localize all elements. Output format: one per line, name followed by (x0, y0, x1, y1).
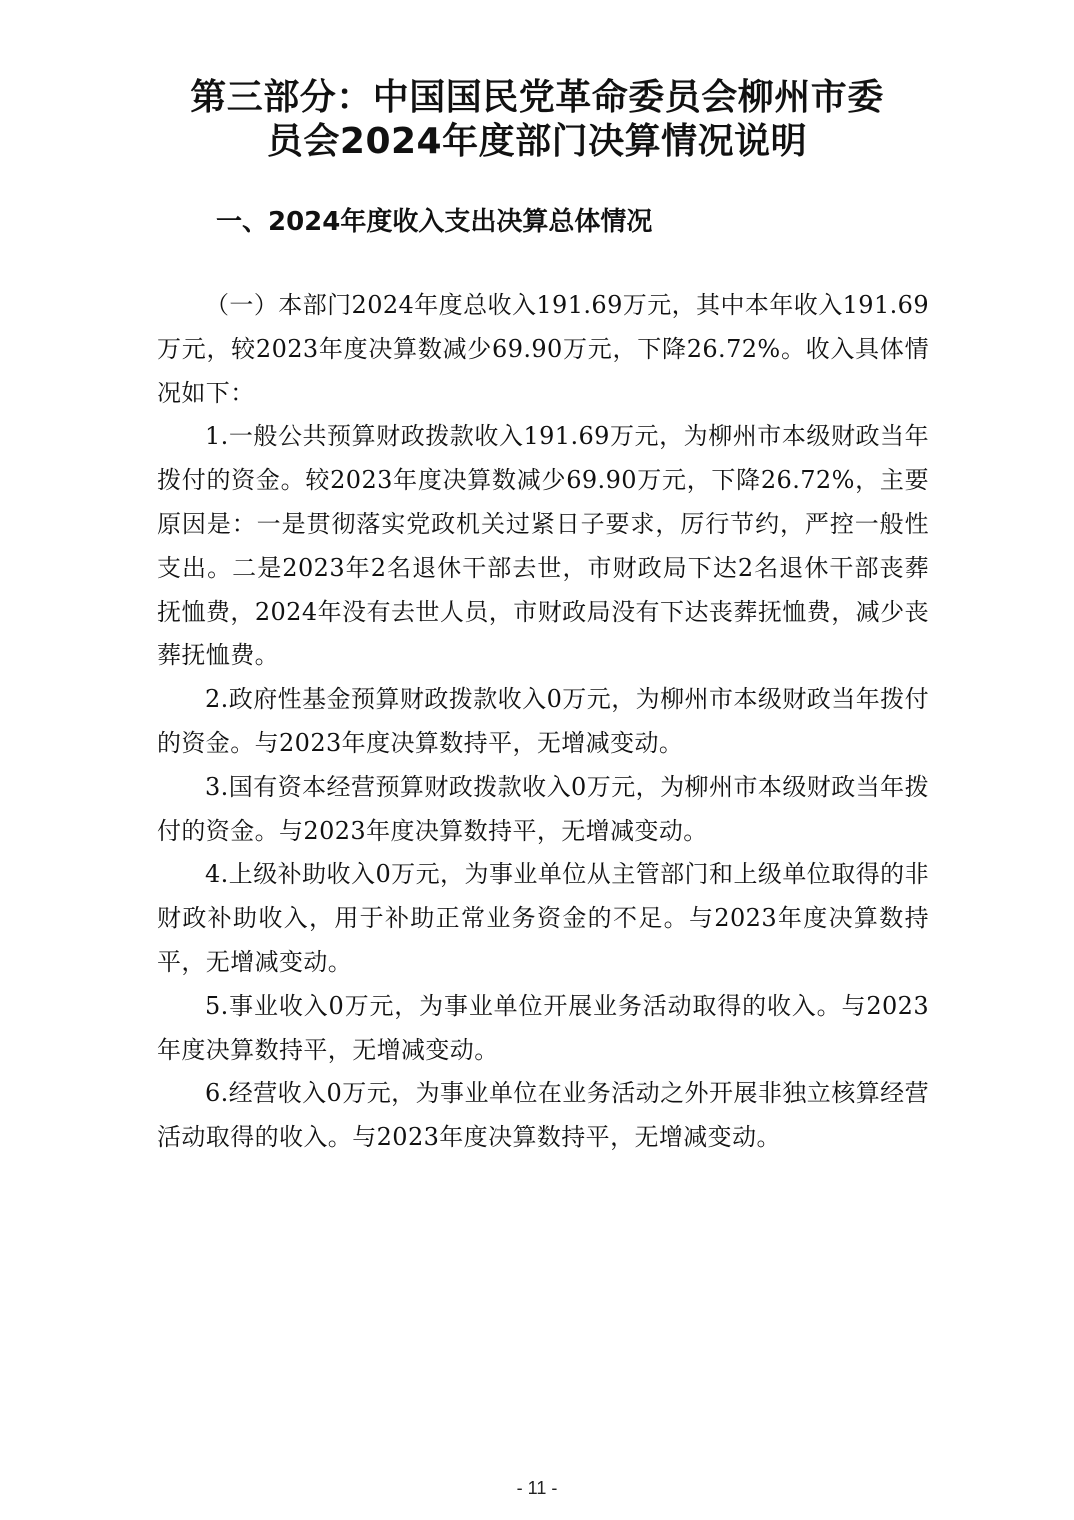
paragraph-government-fund-income: 2.政府性基金预算财政拨款收入0万元，为柳州市本级财政当年拨付的资金。与2023年度决算数持平，无增减变动。 (157, 685, 929, 757)
document-title-line-1: 第三部分：中国国民党革命委员会柳州市委 (190, 77, 884, 118)
paragraph-total-income: （一）本部门2024年度总收入191.69万元，其中本年收入191.69万元，较2023年度决算数减少69.90万元，下降26.72%。收入具体情况如下： (157, 291, 929, 407)
paragraph-operating-income: 6.经营收入0万元，为事业单位在业务活动之外开展非独立核算经营活动取得的收入。与2023年度决算数持平，无增减变动。 (157, 1079, 929, 1152)
page-number: - 11 - (516, 1478, 558, 1498)
document-title-line-2: 员会2024年度部门决算情况说明 (266, 121, 808, 162)
section-heading: 一、2024年度收入支出决算总体情况 (216, 207, 653, 237)
paragraph-business-income: 5.事业收入0万元，为事业单位开展业务活动取得的收入。与2023年度决算数持平，无增减变动。 (157, 991, 929, 1064)
paragraph-general-budget-income: 1.一般公共预算财政拨款收入191.69万元，为柳州市本级财政当年拨付的资金。较2023年度决算数减少69.90万元，下降26.72%，主要原因是：一是贯彻落实党政机关过紧日子要求，厉行节约，严控一般性支出。二是2023年2名退休干部去世，市财政局下达2名退休干部丧葬抚恤费，2024年没有去世人员，市财政局没有下达丧葬抚恤费，减少丧葬抚恤费。 (157, 422, 929, 670)
document-title (100, 76, 974, 164)
body-text (157, 284, 929, 1160)
paragraph-superior-subsidy-income: 4.上级补助收入0万元，为事业单位从主管部门和上级单位取得的非财政补助收入，用于补助正常业务资金的不足。与2023年度决算数持平，无增减变动。 (157, 860, 929, 976)
paragraph-state-capital-income: 3.国有资本经营预算财政拨款收入0万元，为柳州市本级财政当年拨付的资金。与2023年度决算数持平，无增减变动。 (157, 772, 929, 845)
